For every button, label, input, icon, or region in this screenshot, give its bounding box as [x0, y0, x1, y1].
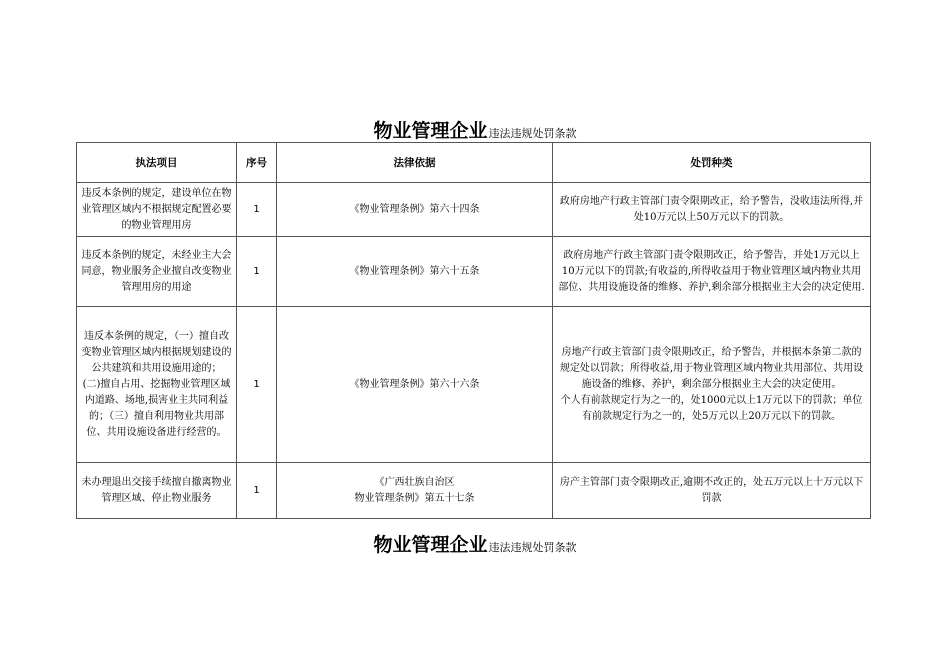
- title-suffix: 违法违规处罚条款: [488, 541, 577, 554]
- document-title: [0, 116, 950, 143]
- legal-basis-text: 《物业管理条例》第六十四条: [349, 203, 480, 215]
- legal-basis-cell: [277, 307, 553, 463]
- sequence-cell: 1: [237, 463, 277, 519]
- table-header-row: [77, 143, 871, 183]
- enforcement-item-text: 违反本条例的规定，建设单位在物业管理区域内不根据规定配置必要的物业管理用房: [81, 187, 232, 231]
- penalty-cell: [553, 237, 871, 307]
- penalty-table: [76, 142, 871, 519]
- header-penalty-type: 处罚种类: [553, 143, 871, 183]
- legal-basis-cell: [277, 237, 553, 307]
- header-legal-basis: 法律依据: [277, 143, 553, 183]
- enforcement-item-text: 违反本条例的规定，未经业主大会同意，物业服务企业擅自改变物业管理用房的用途: [81, 249, 232, 293]
- enforcement-item-cell: [77, 307, 237, 463]
- title-suffix: 违法违规处罚条款: [488, 127, 577, 140]
- document-title-repeat: [0, 530, 950, 557]
- table-row: [77, 237, 871, 307]
- title-main: 物业管理企业: [373, 120, 488, 142]
- penalty-cell: [553, 183, 871, 237]
- legal-basis-cell: [277, 183, 553, 237]
- penalty-text: 政府房地产行政主管部门责令限期改正，给予警告，没收违法所得,并处10万元以上50万元以下的罚款。: [559, 195, 864, 223]
- enforcement-item-text: (二)擅自占用、挖掘物业管理区域内道路、场地,损害业主共同利益的；（三）擅自利用物业共用部位、共用设施设备进行经营的。: [82, 378, 231, 438]
- penalty-text: 个人有前款规定行为之一的，处1000元以上1万元以下的罚款；单位有前款规定行为之一的，处5万元以上20万元以下的罚款。: [560, 394, 863, 422]
- header-enforcement-item: 执法项目: [77, 143, 237, 183]
- enforcement-item-text: 违反本条例的规定，（一）擅自改变物业管理区域内根据规划建设的公共建筑和共用设施用途的；: [81, 330, 232, 374]
- penalty-text: 房地产行政主管部门责令限期改正，给予警告，并根据本条第二款的规定处以罚款；所得收益,用于物业管理区域内物业共用部位、共用设施设备的维修、养护，剩余部分根据业主大会的决定使用。: [559, 346, 864, 390]
- penalty-text: 政府房地产行政主管部门责令限期改正，给予警告，并处1万元以上10万元以下的罚款;有收益的,所得收益用于物业管理区域内物业共用部位、共用设施设备的维修、养护,剩余部分根据业主大会的决定使用.: [558, 249, 865, 293]
- sequence-cell: 1: [237, 183, 277, 237]
- table-row: [77, 183, 871, 237]
- sequence-cell: 1: [237, 307, 277, 463]
- enforcement-item-cell: [77, 463, 237, 519]
- legal-basis-text: 《物业管理条例》第六十五条: [349, 265, 480, 277]
- enforcement-item-text: 未办理退出交接手续擅自撤离物业管理区域、停止物业服务: [81, 476, 232, 504]
- legal-basis-text: 《物业管理条例》第六十六条: [349, 378, 480, 390]
- enforcement-item-cell: [77, 183, 237, 237]
- legal-basis-cell: [277, 463, 553, 519]
- penalty-text: 房产主管部门责令限期改正,逾期不改正的，处五万元以上十万元以下罚款: [559, 476, 864, 504]
- enforcement-item-cell: [77, 237, 237, 307]
- table-row: [77, 463, 871, 519]
- table-row: [77, 307, 871, 463]
- penalty-cell: [553, 463, 871, 519]
- header-sequence: 序号: [237, 143, 277, 183]
- legal-basis-text: 《广西壮族自治区: [374, 476, 455, 488]
- sequence-cell: 1: [237, 237, 277, 307]
- legal-basis-text: 物业管理条例》第五十七条: [354, 492, 475, 504]
- title-main: 物业管理企业: [373, 534, 488, 556]
- penalty-cell: [553, 307, 871, 463]
